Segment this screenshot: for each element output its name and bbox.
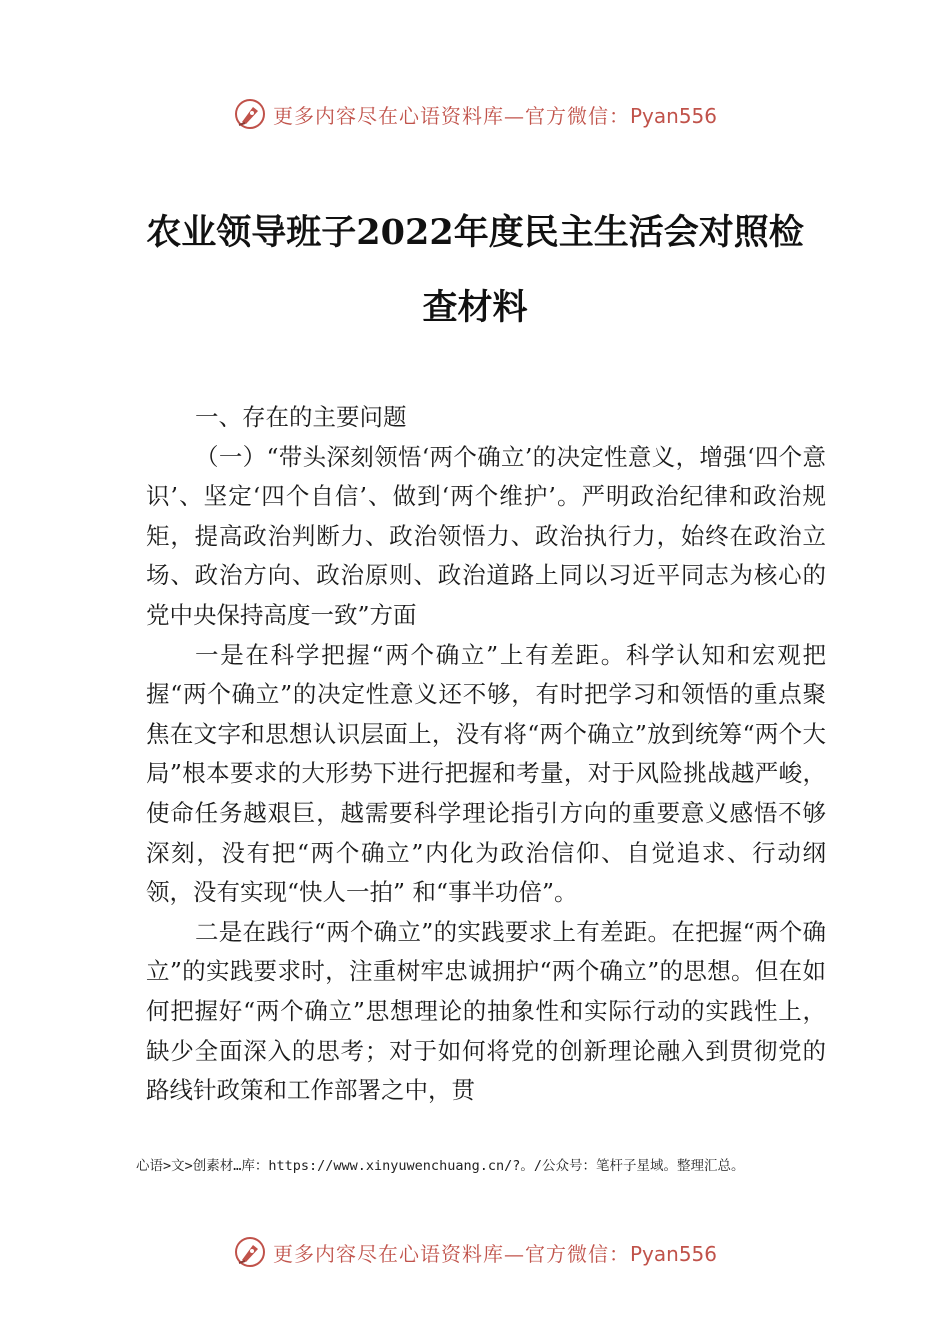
banner-text: 更多内容尽在心语资料库—官方微信：Pyan556 (272, 103, 717, 128)
section-heading: 一、存在的主要问题 (195, 403, 407, 431)
pen-nib-circle-icon (233, 97, 267, 131)
pen-nib-circle-icon (233, 1235, 267, 1269)
document-body (146, 398, 826, 1111)
wechat-id: Pyan556 (629, 103, 717, 128)
document-title-line1: 农业领导班子2022年度民主生活会对照检 (146, 212, 804, 253)
paragraph-2: 二是在践行“两个确立”的实践要求上有差距。在把握“两个确立”的实践要求时，注重树牢忠诚拥护“两个确立”的思想。但在如何把握好“两个确立”思想理论的抽象性和实际行动的实践性上，缺少全面深入的思考；对于如何将党的创新理论融入到贯彻党的路线针政策和工作部署之中，贯 (146, 917, 826, 1105)
wechat-id: Pyan556 (629, 1241, 717, 1266)
banner-text: 更多内容尽在心语资料库—官方微信：Pyan556 (272, 1241, 717, 1266)
document-title-line2: 查材料 (422, 287, 528, 328)
subheading: （一）“带头深刻领悟‘两个确立’的决定性意义，增强‘四个意识’、坚定‘四个自信’、做到‘两个维护’。严明政治纪律和政治规矩，提高政治判断力、政治领悟力、政治执行力，始终在政治立场、政治方向、政治原则、政治道路上同以习近平同志为核心的党中央保持高度一致”方面 (146, 442, 826, 629)
header-banner (0, 94, 950, 134)
footnote: 心语>文>创素材…库：https://www.xinyuwenchuang.cn/?。/公众号：笔杆子星域。整理汇总。 (136, 1158, 745, 1174)
footer-banner (0, 1232, 950, 1272)
paragraph-1: 一是在科学把握“两个确立”上有差距。科学认知和宏观把握“两个确立”的决定性意义还不够，有时把学习和领悟的重点聚焦在文字和思想认识层面上，没有将“两个确立”放到统筹“两个大局”根本要求的大形势下进行把握和考量，对于风险挑战越严峻，使命任务越艰巨，越需要科学理论指引方向的重要意义感悟不够深刻，没有把“两个确立”内化为政治信仰、自觉追求、行动纲领，没有实现“快人一拍” 和“事半功倍”。 (146, 640, 826, 907)
